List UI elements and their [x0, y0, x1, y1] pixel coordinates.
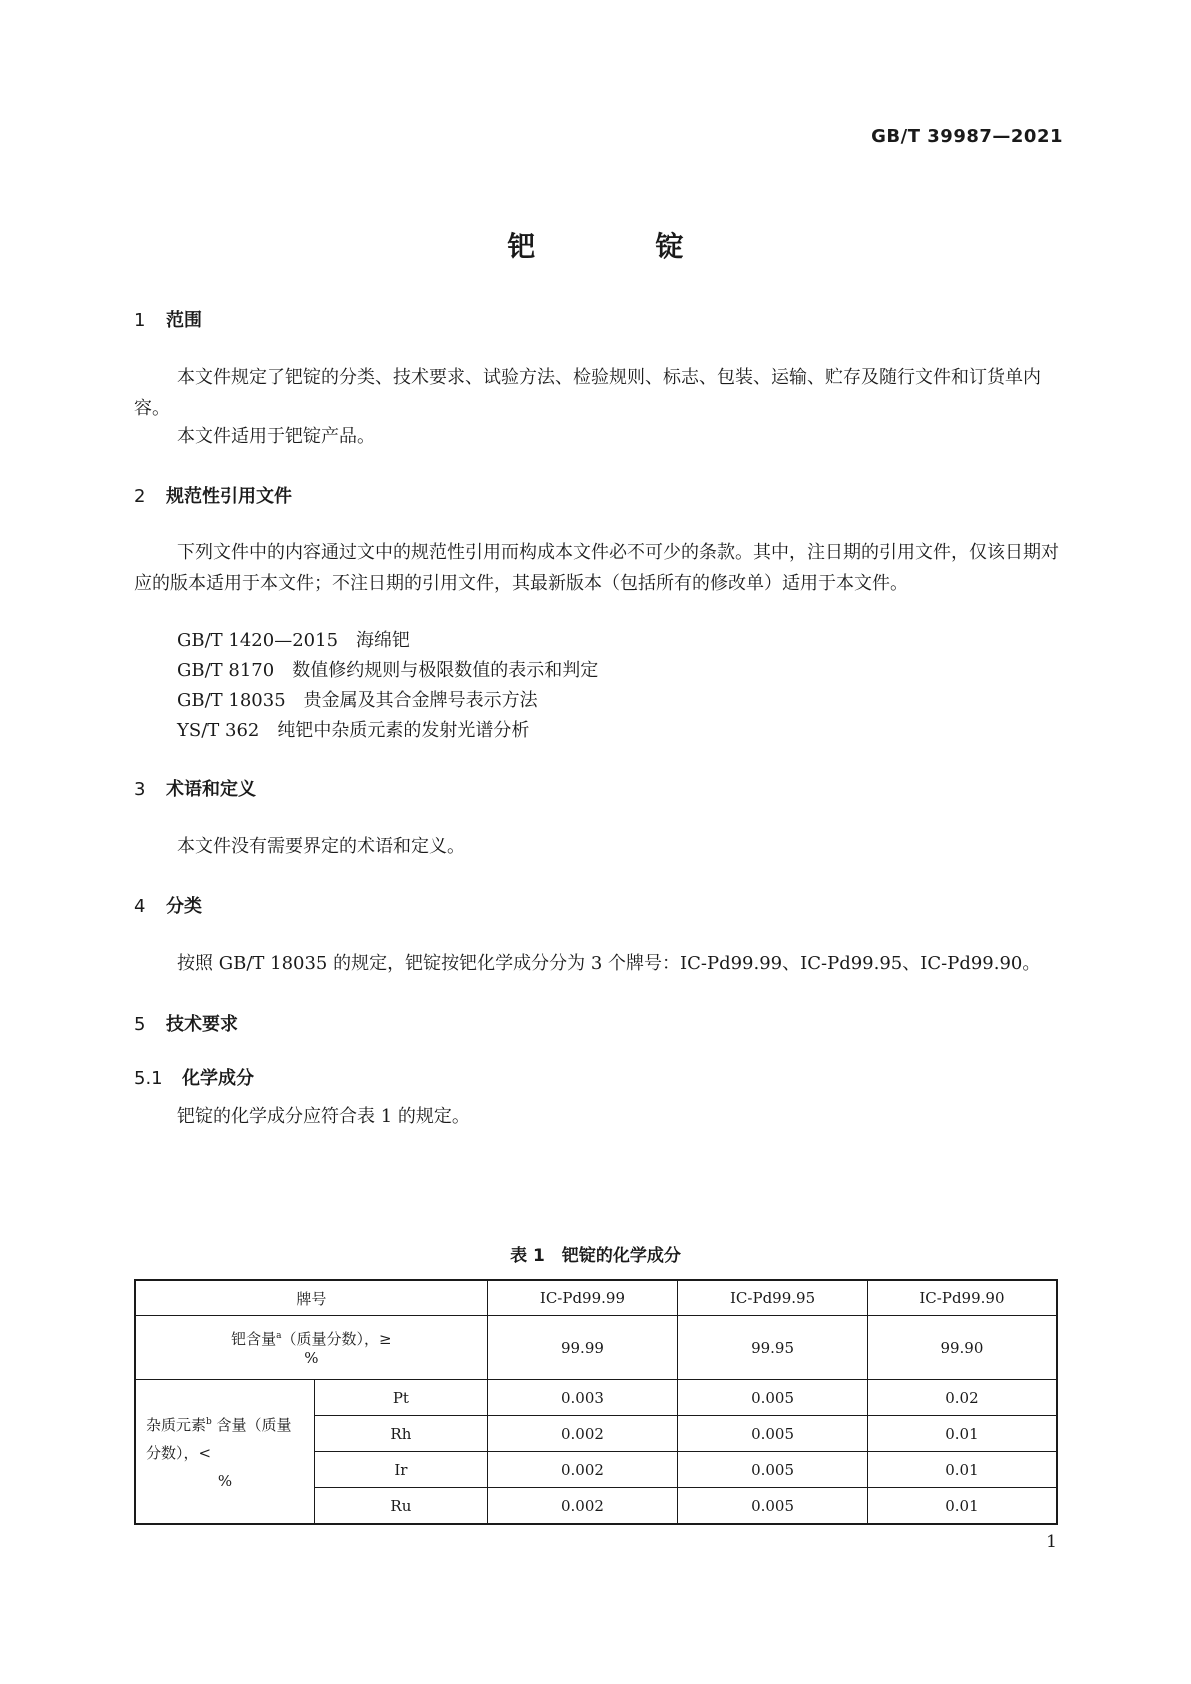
section-4-paragraph-1: 按照 GB/T 18035 的规定，钯锭按钯化学成分分为 3 个牌号：IC-Pd99.99、IC-Pd99.95、IC-Pd99.90。 [177, 953, 1041, 974]
grade-header-cell: 牌号 [135, 1280, 487, 1316]
section-number: 5.1 [134, 1068, 163, 1089]
table-cell: 0.01 [867, 1452, 1057, 1488]
grade-cell: IC-Pd99.95 [678, 1280, 868, 1316]
normative-reference [177, 686, 538, 712]
section-5-1-paragraph-1: 钯锭的化学成分应符合表 1 的规定。 [177, 1106, 470, 1127]
pd-content-label: 钯含量$^a$（质量分数），≥ [231, 1330, 392, 1348]
section-title: 分类 [166, 896, 202, 917]
section-number: 3 [134, 779, 146, 800]
reference-code: GB/T 8170 [177, 660, 275, 681]
section-number: 1 [134, 310, 146, 331]
reference-name: 贵金属及其合金牌号表示方法 [303, 690, 538, 711]
section-5-heading [134, 1010, 238, 1036]
section-title: 规范性引用文件 [166, 486, 292, 507]
table-cell: 0.003 [487, 1380, 678, 1416]
footnote-marker: a [276, 1331, 282, 1341]
section-5-1-heading [134, 1064, 254, 1090]
section-1-heading [134, 306, 202, 332]
table-header-row [135, 1280, 1057, 1316]
table-row [135, 1380, 1057, 1416]
section-1-paragraph-1: 本文件规定了钯锭的分类、技术要求、试验方法、检验规则、标志、包装、运输、贮存及随行文件和订货单内容。 [134, 367, 1041, 419]
section-2-heading [134, 482, 292, 508]
page-number: 1 [1046, 1532, 1057, 1552]
section-1-paragraph-2: 本文件适用于钯锭产品。 [177, 426, 375, 447]
table-cell: 99.99 [487, 1316, 678, 1380]
reference-name: 海绵钯 [356, 630, 411, 651]
table-cell: 0.002 [487, 1416, 678, 1452]
table-cell: 0.01 [867, 1416, 1057, 1452]
normative-reference [177, 716, 529, 742]
grade-cell: IC-Pd99.99 [487, 1280, 678, 1316]
element-cell: Ru [315, 1488, 488, 1525]
section-3-paragraph-1: 本文件没有需要界定的术语和定义。 [177, 836, 465, 857]
standard-number: GB/T 39987—2021 [871, 126, 1063, 147]
section-4-heading [134, 892, 202, 918]
footnote-marker: b [206, 1417, 212, 1427]
table-cell: 0.005 [678, 1416, 868, 1452]
section-title: 技术要求 [166, 1014, 238, 1035]
grade-cell: IC-Pd99.90 [867, 1280, 1057, 1316]
section-number: 4 [134, 896, 146, 917]
element-cell: Ir [315, 1452, 488, 1488]
table-cell: 0.005 [678, 1452, 868, 1488]
section-3-heading [134, 775, 256, 801]
chemical-composition-table [134, 1279, 1058, 1525]
document-title: 钯锭 [507, 230, 804, 263]
impurity-label-cell: 杂质元素$^b$ 含量（质量分数），< % [135, 1380, 315, 1525]
reference-name: 纯钯中杂质元素的发射光谱分析 [277, 720, 530, 741]
section-number: 5 [134, 1014, 146, 1035]
normative-reference [177, 656, 598, 682]
unit-label: % [304, 1349, 319, 1367]
element-cell: Pt [315, 1380, 488, 1416]
table-cell: 0.005 [678, 1488, 868, 1525]
normative-reference [177, 626, 410, 652]
section-title: 范围 [166, 310, 202, 331]
reference-code: YS/T 362 [177, 720, 260, 741]
pd-content-label-cell [135, 1316, 487, 1380]
table-cell: 0.01 [867, 1488, 1057, 1525]
section-title: 术语和定义 [166, 779, 256, 800]
element-cell: Rh [315, 1416, 488, 1452]
table-cell: 0.002 [487, 1452, 678, 1488]
table-cell: 99.95 [678, 1316, 868, 1380]
unit-label: % [217, 1472, 233, 1490]
table-cell: 0.005 [678, 1380, 868, 1416]
table-row [135, 1316, 1057, 1380]
table-cell: 99.90 [867, 1316, 1057, 1380]
reference-code: GB/T 1420—2015 [177, 630, 339, 651]
section-2-paragraph-1: 下列文件中的内容通过文中的规范性引用而构成本文件必不可少的条款。其中，注日期的引用文件，仅该日期对应的版本适用于本文件；不注日期的引用文件，其最新版本（包括所有的修改单）适用于本文件。 [134, 542, 1059, 594]
table-cell: 0.02 [867, 1380, 1057, 1416]
table-caption: 表 1 钯锭的化学成分 [510, 1246, 681, 1266]
section-number: 2 [134, 486, 146, 507]
reference-name: 数值修约规则与极限数值的表示和判定 [292, 660, 599, 681]
reference-code: GB/T 18035 [177, 690, 286, 711]
table-cell: 0.002 [487, 1488, 678, 1525]
section-title: 化学成分 [182, 1068, 254, 1089]
